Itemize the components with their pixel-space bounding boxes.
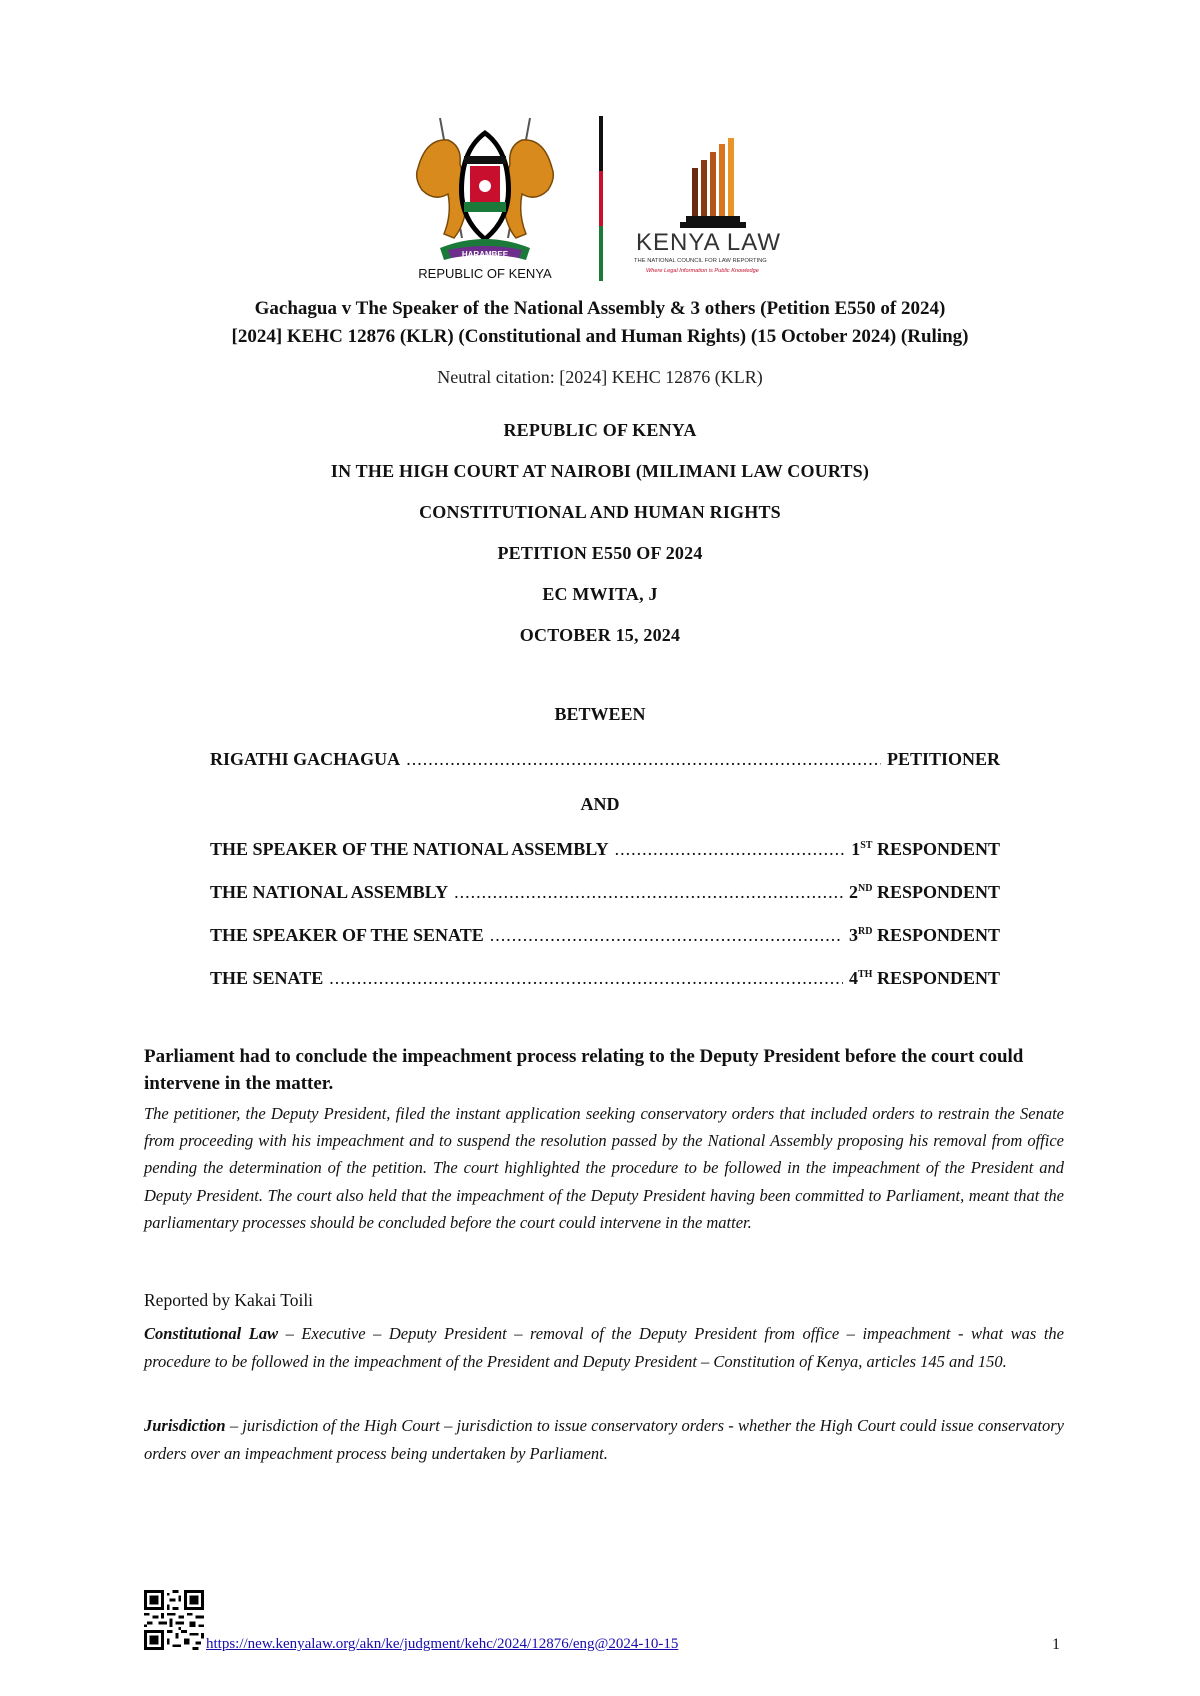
reported-by: Reported by Kakai Toili bbox=[144, 1290, 314, 1310]
dot-leader bbox=[615, 839, 846, 860]
svg-text:HARAMBEE: HARAMBEE bbox=[461, 250, 509, 259]
judgment-url-link[interactable]: https://new.kenyalaw.org/akn/ke/judgment/kehc/2024/12876/eng@2024-10-15 bbox=[206, 1636, 679, 1652]
case-title-line-2: [2024] KEHC 12876 (KLR) (Constitutional and Human Rights) (15 October 2024) (Ruling) bbox=[231, 326, 969, 347]
party-name: THE SENATE bbox=[210, 968, 324, 988]
keyword-jurisdiction: Jurisdiction – jurisdiction of the High Court – jurisdiction to issue conservatory orders - whether the High Court could issue conservatory orders over an impeachment process being undertaken by Parliament. bbox=[144, 1416, 1064, 1463]
court-line-judge: EC MWITA, J bbox=[542, 584, 658, 604]
party-name: THE SPEAKER OF THE SENATE bbox=[210, 925, 484, 945]
holding-statement: Parliament had to conclude the impeachment process relating to the Deputy President before the court could intervene in the matter. bbox=[144, 1046, 1024, 1094]
kenya-law-logo-icon bbox=[630, 138, 800, 278]
case-title-block bbox=[0, 295, 1200, 388]
party-role: PETITIONER bbox=[886, 749, 1000, 769]
header-logos bbox=[0, 108, 1200, 283]
and-label: AND bbox=[580, 794, 620, 814]
court-line-high-court: IN THE HIGH COURT AT NAIROBI (MILIMANI LAW COURTS) bbox=[330, 461, 870, 481]
svg-text:Where Legal Information is Pub: Where Legal Information is Public Knowledge bbox=[646, 268, 759, 274]
party-respondent-3 bbox=[210, 920, 1000, 946]
divider-red bbox=[599, 171, 603, 226]
court-heading-block bbox=[0, 420, 1200, 666]
party-name: RIGATHI GACHAGUA bbox=[210, 749, 401, 769]
svg-text:THE NATIONAL COUNCIL FOR LAW R: THE NATIONAL COUNCIL FOR LAW REPORTING bbox=[634, 258, 767, 264]
svg-text:KENYA LAW: KENYA LAW bbox=[636, 229, 782, 256]
dot-leader bbox=[490, 925, 843, 946]
party-name: THE SPEAKER OF THE NATIONAL ASSEMBLY bbox=[210, 839, 609, 859]
page-number: 1 bbox=[1052, 1636, 1060, 1653]
case-title-line-1: Gachagua v The Speaker of the National Assembly & 3 others (Petition E550 of 2024) bbox=[254, 298, 946, 319]
court-line-petition: PETITION E550 OF 2024 bbox=[497, 543, 703, 563]
party-petitioner bbox=[210, 744, 1000, 770]
party-respondent-2 bbox=[210, 877, 1000, 903]
party-role: 3RD RESPONDENT bbox=[849, 925, 1000, 945]
kenya-coat-of-arms-icon bbox=[400, 108, 570, 283]
divider-green bbox=[599, 226, 603, 281]
party-role: 2ND RESPONDENT bbox=[849, 882, 1000, 902]
dot-leader bbox=[454, 882, 843, 903]
court-line-date: OCTOBER 15, 2024 bbox=[519, 625, 681, 645]
party-role: 1ST RESPONDENT bbox=[851, 839, 1000, 859]
party-respondent-1 bbox=[210, 834, 1000, 860]
party-name: THE NATIONAL ASSEMBLY bbox=[210, 882, 449, 902]
svg-text:REPUBLIC OF KENYA: REPUBLIC OF KENYA bbox=[418, 266, 552, 281]
dot-leader bbox=[406, 749, 881, 770]
party-respondent-4 bbox=[210, 963, 1000, 989]
court-line-division: CONSTITUTIONAL AND HUMAN RIGHTS bbox=[419, 502, 781, 522]
court-line-republic: REPUBLIC OF KENYA bbox=[503, 420, 697, 440]
dot-leader bbox=[329, 968, 843, 989]
party-role: 4TH RESPONDENT bbox=[849, 968, 1000, 988]
neutral-citation: Neutral citation: [2024] KEHC 12876 (KLR) bbox=[437, 367, 763, 387]
qr-code-icon bbox=[144, 1590, 204, 1650]
logo-divider bbox=[599, 116, 603, 281]
divider-black bbox=[599, 116, 603, 171]
case-brief: The petitioner, the Deputy President, filed the instant application seeking conservatory orders that included orders to restrain the Senate from proceeding with his impeachment and to suspend the resolution passed by the National Assembly proposing his removal from office pending the determination of the petition. The court highlighted the procedure to be followed in the impeachment of the President and Deputy President. The court also held that the impeachment of the Deputy President having been committed to Parliament, meant that the parliamentary processes should be concluded before the court could intervene in the matter. bbox=[144, 1104, 1064, 1232]
keyword-constitutional-law: Constitutional Law – Executive – Deputy President – removal of the Deputy President from office – impeachment - what was the procedure to be followed in the impeachment of the President and Deputy President – Constitution of Kenya, articles 145 and 150. bbox=[144, 1324, 1065, 1371]
between-label: BETWEEN bbox=[554, 704, 646, 724]
